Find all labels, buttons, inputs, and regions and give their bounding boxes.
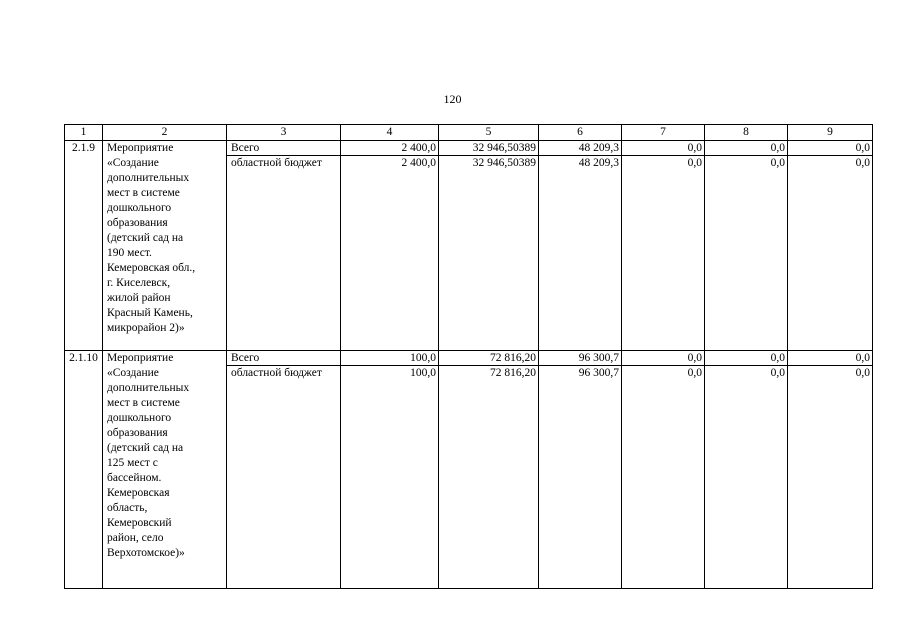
column-header: 6 [539, 125, 622, 141]
column-header: 9 [788, 125, 873, 141]
value-cell [539, 141, 622, 351]
value-cell [788, 351, 873, 589]
page-number: 120 [443, 92, 462, 106]
value-cell [341, 141, 439, 351]
value: 2 400,0 [401, 157, 436, 169]
value: 0,0 [705, 351, 787, 366]
funding-source-cell [227, 351, 341, 589]
value-cell [622, 351, 705, 589]
event-name: Мероприятие «Создание дополнительных мест в системе дошкольного образования (детский сад на 125 мест с бассейном. Кемеровская область, Кемеровский район, село Верхотомское)» [107, 352, 190, 559]
value: 48 209,3 [578, 157, 619, 169]
funding-source: областной бюджет [231, 367, 322, 379]
funding-source: областной бюджет [231, 157, 322, 169]
value-cell [705, 351, 788, 589]
event-name-cell [103, 141, 227, 351]
column-header: 3 [227, 125, 341, 141]
value: 48 209,3 [539, 141, 621, 156]
funding-source: Всего [227, 141, 340, 156]
column-header: 8 [705, 125, 788, 141]
value: 0,0 [855, 157, 870, 169]
value: 0,0 [770, 367, 785, 379]
value: 0,0 [687, 157, 702, 169]
column-header: 4 [341, 125, 439, 141]
event-code: 2.1.10 [65, 351, 103, 589]
column-header: 1 [65, 125, 103, 141]
value: 0,0 [788, 351, 872, 366]
value-cell [439, 141, 539, 351]
value: 0,0 [705, 141, 787, 156]
value: 100,0 [341, 351, 438, 366]
value: 2 400,0 [341, 141, 438, 156]
value: 0,0 [622, 351, 704, 366]
table-header-row [65, 125, 873, 141]
table-row [65, 141, 873, 351]
value: 0,0 [788, 141, 872, 156]
value: 0,0 [622, 141, 704, 156]
value: 32 946,50389 [472, 157, 536, 169]
value-cell [705, 141, 788, 351]
value: 72 816,20 [490, 367, 536, 379]
value-cell [788, 141, 873, 351]
value: 72 816,20 [439, 351, 538, 366]
value: 96 300,7 [539, 351, 621, 366]
value: 0,0 [770, 157, 785, 169]
value-cell [622, 141, 705, 351]
value-cell [539, 351, 622, 589]
value: 96 300,7 [578, 367, 619, 379]
value: 0,0 [855, 367, 870, 379]
value: 100,0 [410, 367, 436, 379]
table-row [65, 351, 873, 589]
column-header: 7 [622, 125, 705, 141]
value-cell [341, 351, 439, 589]
event-name-cell [103, 351, 227, 589]
value-cell [439, 351, 539, 589]
value: 0,0 [687, 367, 702, 379]
funding-source: Всего [227, 351, 340, 366]
event-code: 2.1.9 [65, 141, 103, 351]
funding-source-cell [227, 141, 341, 351]
column-header: 5 [439, 125, 539, 141]
column-header: 2 [103, 125, 227, 141]
event-name: Мероприятие «Создание дополнительных мест в системе дошкольного образования (детский сад на 190 мест. Кемеровская обл., г. Киселевск, жилой район Красный Камень, микрорайон 2)» [107, 142, 196, 334]
value: 32 946,50389 [439, 141, 538, 156]
budget-table [64, 124, 873, 589]
